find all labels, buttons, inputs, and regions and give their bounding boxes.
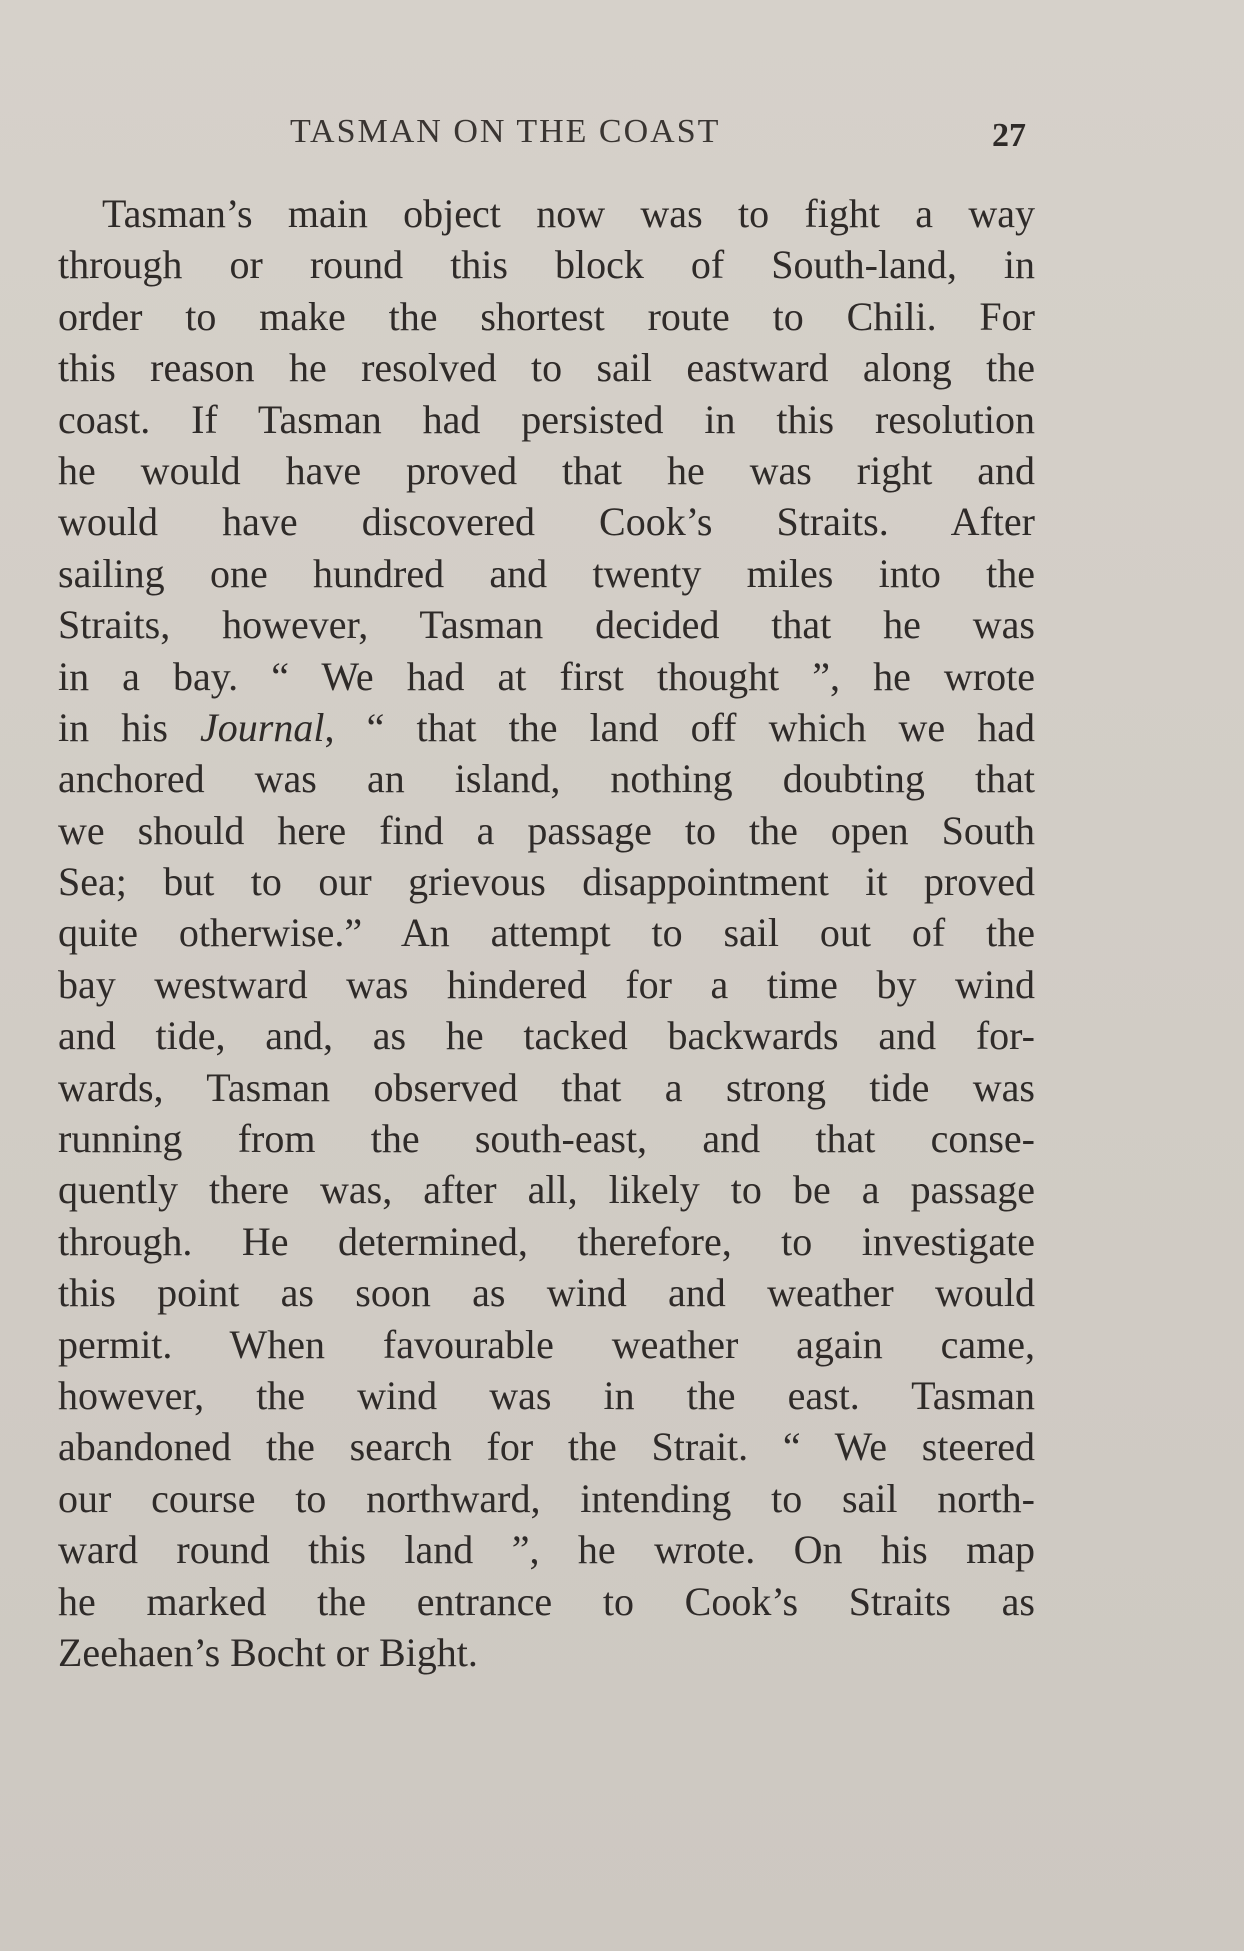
text-line: order to make the shortest route to Chili. For (58, 293, 1035, 339)
running-head (0, 108, 1244, 156)
body-paragraph (58, 188, 1035, 1678)
text-segment: in his (58, 704, 201, 750)
text-line: Tasman’s main object now was to fight a way (102, 191, 1035, 236)
text-line: would have discovered Cook’s Straits. After (58, 499, 1035, 545)
running-title: TASMAN ON THE COAST (290, 113, 721, 150)
text-line: we should here find a passage to the open South (58, 807, 1035, 853)
text-line: running from the south-east, and that conse- (58, 1116, 1035, 1162)
text-line: this point as soon as wind and weather would (58, 1270, 1035, 1316)
text-line: sailing one hundred and twenty miles into the (58, 550, 1035, 596)
text-line: bay westward was hindered for a time by wind (58, 961, 1035, 1007)
text-line: he would have proved that he was right and (58, 447, 1035, 493)
text-segment: , “ that the land off which we had (324, 704, 1035, 750)
text-line: wards, Tasman observed that a strong tide was (58, 1064, 1035, 1110)
text-line: abandoned the search for the Strait. “ We steered (58, 1424, 1035, 1470)
journal-title-italic: Journal (200, 704, 325, 750)
text-line: Zeehaen’s Bocht or Bight. (58, 1629, 478, 1675)
text-line: permit. When favourable weather again came, (58, 1321, 1035, 1367)
page-number: 27 (992, 117, 1026, 154)
text-line: ward round this land ”, he wrote. On his map (58, 1527, 1035, 1573)
text-line: in a bay. “ We had at first thought ”, he wrote (58, 653, 1035, 699)
text-line: coast. If Tasman had persisted in this resolution (58, 396, 1035, 442)
text-line: quite otherwise.” An attempt to sail out of the (58, 910, 1035, 956)
text-line: Straits, however, Tasman decided that he was (58, 602, 1035, 648)
text-line: however, the wind was in the east. Tasman (58, 1372, 1035, 1418)
text-line: and tide, and, as he tacked backwards and for- (58, 1013, 1035, 1059)
text-line: this reason he resolved to sail eastward along the (58, 345, 1035, 391)
text-line-with-italic (58, 702, 1035, 753)
text-line: he marked the entrance to Cook’s Straits as (58, 1578, 1035, 1624)
text-line: anchored was an island, nothing doubting that (58, 756, 1035, 802)
text-line: through. He determined, therefore, to investigate (58, 1218, 1035, 1264)
text-line: our course to northward, intending to sail north- (58, 1475, 1035, 1521)
text-line: quently there was, after all, likely to be a passage (58, 1167, 1035, 1213)
text-line: through or round this block of South-land, in (58, 242, 1035, 288)
text-line: Sea; but to our grievous disappointment it proved (58, 859, 1035, 905)
